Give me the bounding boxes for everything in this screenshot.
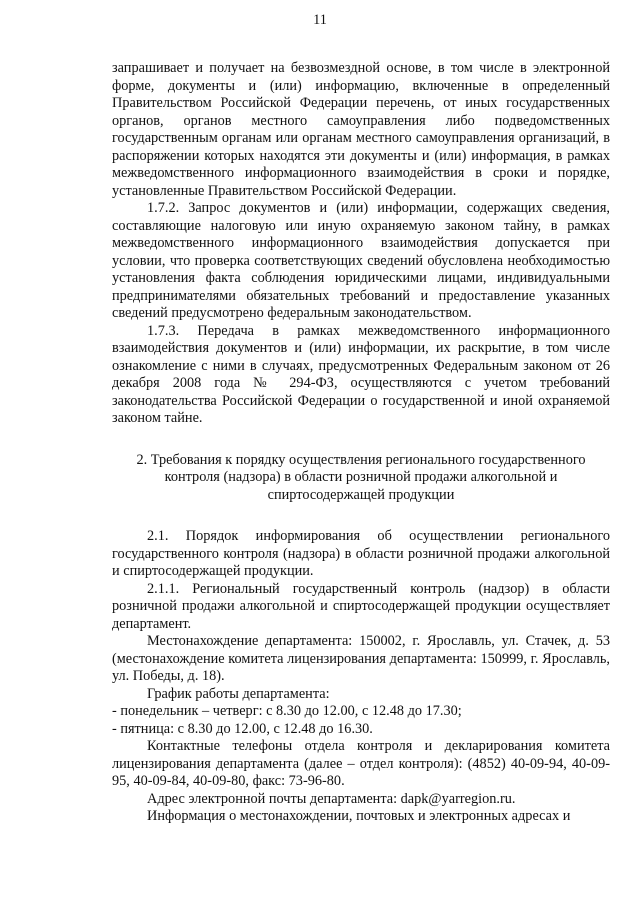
document-body: [112, 60, 610, 826]
paragraph-schedule-fri: - пятница: с 8.30 до 12.00, с 12.48 до 16.30.: [112, 720, 373, 737]
paragraph-location: Местонахождение департамента: 150002, г. Ярославль, ул. Стачек, д. 53 (местонахождение комитета лицензирования департамента: 150999, г. Ярославль, ул. Победы, д. 18).: [112, 633, 610, 684]
paragraph-contacts: Контактные телефоны отдела контроля и декларирования комитета лицензирования департамента (далее – отдел контроля): (4852) 40-09-94, 40-09-95, 40-09-84, 40-09-80, факс: 73-96-80.: [112, 738, 610, 789]
page-number: 11: [313, 12, 327, 28]
paragraph-info-continued: Информация о местонахождении, почтовых и электронных адресах и: [147, 808, 571, 824]
paragraph-email: Адрес электронной почты департамента: dapk@yarregion.ru.: [147, 790, 516, 807]
paragraph-schedule-title: График работы департамента:: [147, 685, 330, 702]
paragraph-1-7-2: 1.7.2. Запрос документов и (или) информации, содержащих сведения, составляющие налоговую или иную охраняемую законом тайну, в рамках межведомственного информационного взаимодействия допускается при условии, что проверка соответствующих сведений обусловлена необходимостью установления факта соблюдения юридическими лицами, индивидуальными предпринимателями обязательных требований и предоставление указанных сведений предусмотрено федеральным законодательством.: [112, 200, 610, 321]
paragraph-2-1-1: 2.1.1. Региональный государственный контроль (надзор) в области розничной продажи алкогольной и спиртосодержащей продукции осуществляет департамент.: [112, 580, 610, 632]
paragraph-2-1: 2.1. Порядок информирования об осуществлении регионального государственного контроля (надзора) в области розничной продажи алкогольной и спиртосодержащей продукции.: [112, 528, 610, 579]
paragraph-1-7-3: 1.7.3. Передача в рамках межведомственного информационного взаимодействия документов и (или) информации, их раскрытие, в том числе ознакомление с ними в случаях, предусмотренных Федеральным законом от 26 декабря 2008 года № 294-ФЗ, осуществляются с учетом требований законодательства Российской Федерации о государственной и иной охраняемой законом тайне.: [112, 322, 610, 426]
paragraph-schedule-mon-thu: - понедельник – четверг: с 8.30 до 12.00, с 12.48 до 17.30;: [112, 703, 462, 719]
section-heading: 2. Требования к порядку осуществления регионального государственного контроля (надзора) в области розничной продажи алкогольной и спиртосодержащей продукции: [136, 451, 586, 503]
paragraph-continuation: запрашивает и получает на безвозмездной основе, в том числе в электронной форме, документы и (или) информацию, включенные в определенный Правительством Российской Федерации перечень, от иных государственных органов, органов местного самоуправления либо подведомственных государственным органам или органам местного самоуправления организаций, в распоряжении которых находятся эти документы и (или) информация, в рамках межведомственного информационного взаимодействия в сроки и порядке, установленные Правительством Российской Федерации.: [112, 60, 610, 199]
